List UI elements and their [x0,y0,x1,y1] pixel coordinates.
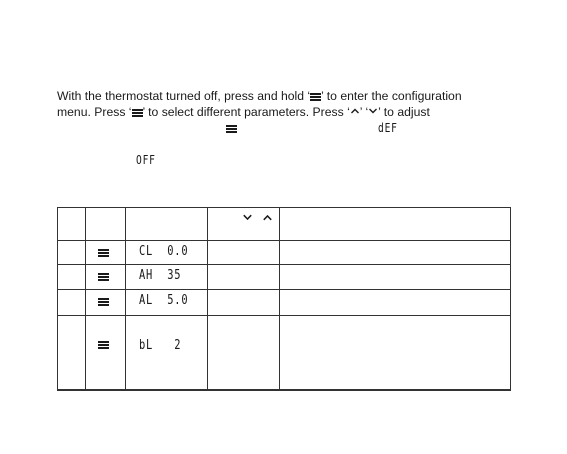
instructions-text: ’ to enter the configuration [321,89,462,103]
chevron-up-icon [263,214,272,221]
column-divider [207,208,208,389]
menu-icon [132,109,143,117]
menu-icon [98,341,109,349]
chevron-down-icon [368,108,378,116]
instructions-text: With the thermostat turned off, press and hold ‘ [57,89,311,103]
configuration-table [57,207,511,391]
table-border [57,208,58,389]
column-divider [85,208,86,389]
instructions-line-1 [57,88,527,104]
menu-icon [98,298,109,306]
menu-icon [226,125,237,133]
chevron-up-icon [350,108,360,116]
instructions-text: menu. Press ‘ [57,105,132,119]
row-divider [57,315,511,316]
row-divider [57,264,511,265]
parameter-code: bL 2 [139,338,182,353]
column-divider [279,208,280,389]
menu-icon [98,273,109,281]
row-divider [57,240,511,241]
parameter-code: CL 0.0 [139,244,189,259]
instructions-paragraph [57,88,527,120]
menu-icon [98,249,109,257]
parameter-code: AL 5.0 [139,293,189,308]
instructions-text: ’ to select different parameters. Press ‘ [142,105,350,119]
column-divider [125,208,126,389]
row-divider [57,289,511,290]
chevron-down-icon [243,214,252,221]
instructions-text: ’ to adjust [378,105,430,119]
instructions-text: ’ ‘ [359,105,369,119]
def-display-code: dEF [378,121,398,135]
menu-icon [310,93,321,101]
parameter-code: AH 35 [139,268,182,283]
table-border [510,208,511,389]
off-display-code: OFF [136,153,156,167]
instructions-line-2 [57,104,527,120]
